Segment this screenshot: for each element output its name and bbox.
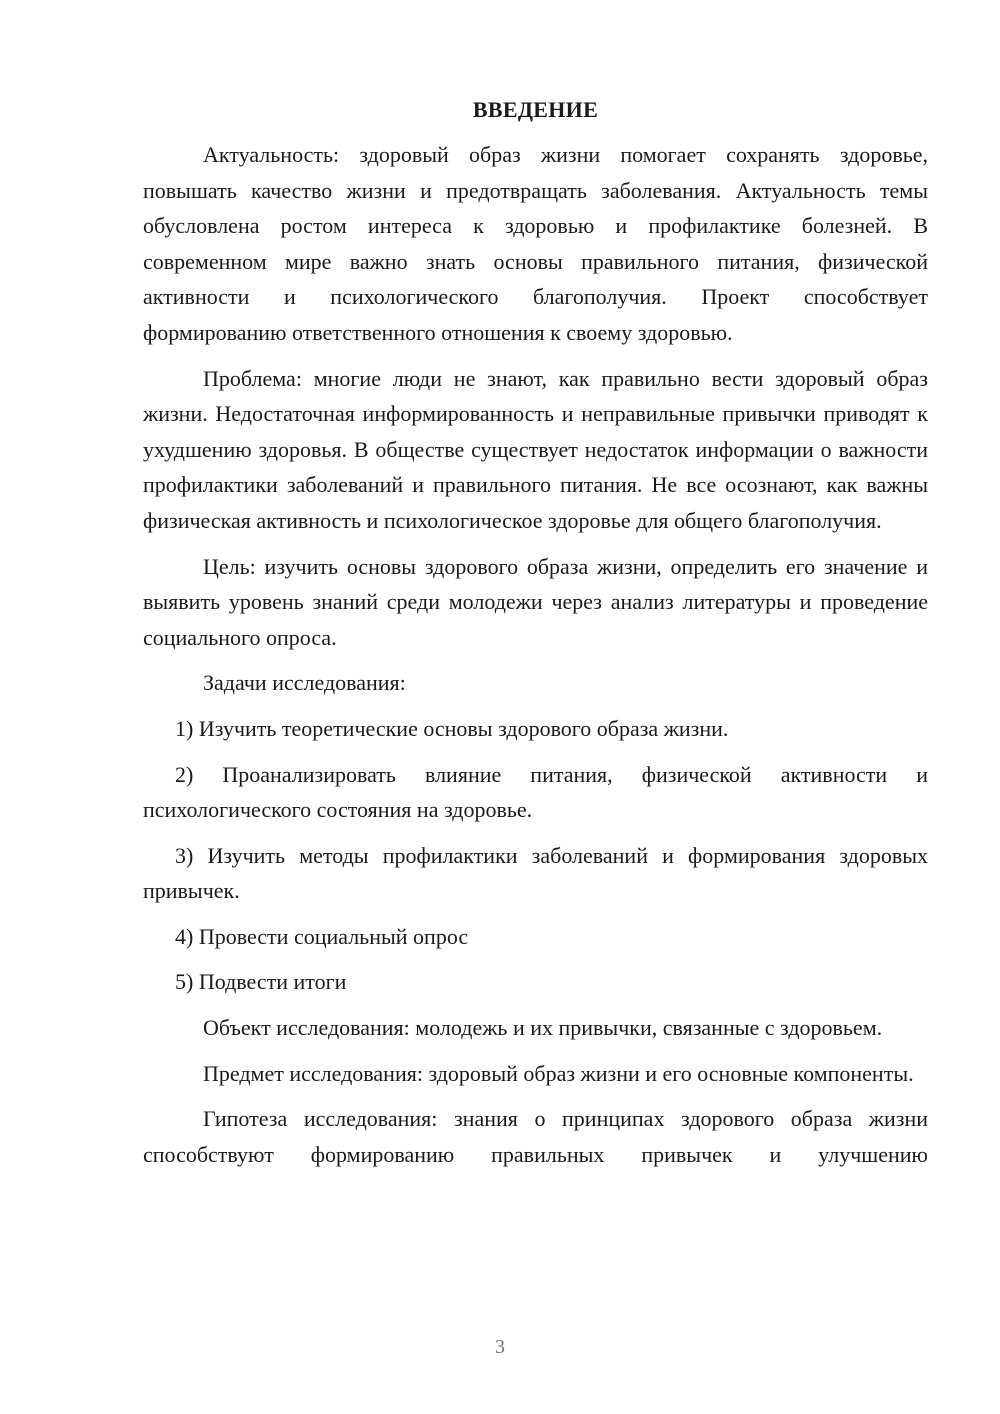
page-content bbox=[143, 95, 928, 1182]
page-number: 3 bbox=[495, 1336, 505, 1358]
task-item-2: 2) Проанализировать влияние питания, физической активности и психологического состояния на здоровье. bbox=[143, 761, 928, 823]
paragraph-object: Объект исследования: молодежь и их привычки, связанные с здоровьем. bbox=[203, 1015, 883, 1041]
paragraph-goal: Цель: изучить основы здорового образа жизни, определить его значение и выявить уровень знаний среди молодежи через анализ литературы и проведение социального опроса. bbox=[143, 553, 928, 650]
task-item-4: 4) Провести социальный опрос bbox=[175, 923, 469, 949]
tasks-heading: Задачи исследования: bbox=[203, 670, 406, 696]
task-item-5: 5) Подвести итоги bbox=[175, 969, 347, 995]
paragraph-relevance: Актуальность: здоровый образ жизни помогает сохранять здоровье, повышать качество жизни и предотвращать заболевания. Актуальность темы обусловлена ростом интереса к здоровью и профилактике болезней. В современном мире важно знать основы правильного питания, физической активности и психологического благополучия. Проект способствует формированию ответственного отношения к своему здоровью. bbox=[143, 142, 928, 345]
paragraph-hypothesis: Гипотеза исследования: знания о принципах здорового образа жизни способствуют формированию правильных привычек и улучшению bbox=[143, 1106, 928, 1167]
paragraph-problem: Проблема: многие люди не знают, как правильно вести здоровый образ жизни. Недостаточная информированность и неправильные привычки приводят к ухудшению здоровья. В обществе существует недостаток информации о важности профилактики заболеваний и правильного питания. Не все осознают, как важны физическая активность и психологическое здоровье для общего благополучия. bbox=[143, 365, 928, 533]
paragraph-subject: Предмет исследования: здоровый образ жизни и его основные компоненты. bbox=[203, 1060, 914, 1086]
task-item-1: 1) Изучить теоретические основы здорового образа жизни. bbox=[175, 715, 729, 741]
task-item-3: 3) Изучить методы профилактики заболеваний и формирования здоровых привычек. bbox=[143, 842, 928, 904]
page-title: ВВЕДЕНИЕ bbox=[472, 97, 599, 122]
